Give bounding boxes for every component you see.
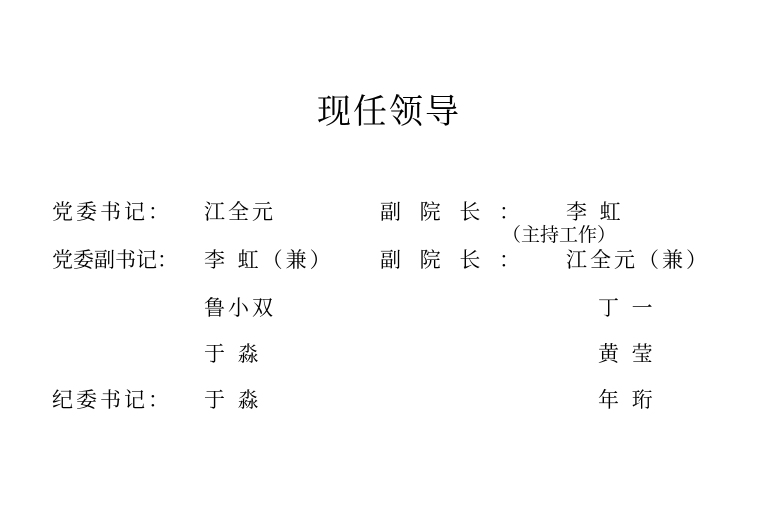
list-item (380, 292, 778, 338)
person-name: 鲁小双 (204, 296, 276, 320)
person-name: 黄 莹 (598, 342, 656, 366)
person-name: 丁 一 (598, 296, 656, 320)
role-label: 副 院 长 ： (380, 200, 527, 224)
list-item (380, 338, 778, 384)
list-item (52, 384, 372, 430)
person-name: 李 虹 (566, 200, 624, 224)
person-name: 江全元（兼） (566, 248, 710, 272)
list-item (52, 338, 372, 384)
list-item (52, 244, 372, 292)
person-name: 李 虹（兼） (204, 248, 334, 272)
list-item (380, 196, 778, 244)
role-note: （主持工作） (502, 224, 617, 246)
right-column (380, 196, 778, 430)
list-item (380, 244, 778, 292)
left-column (52, 196, 372, 430)
role-label: 副 院 长 ： (380, 248, 527, 272)
person-name: 于 淼 (204, 388, 262, 412)
role-label: 党委书记： (52, 200, 172, 224)
person-name: 年 珩 (598, 388, 656, 412)
leadership-content (0, 196, 778, 496)
person-name: 于 淼 (204, 342, 262, 366)
role-label: 党委副书记： (52, 248, 178, 272)
list-item (52, 292, 372, 338)
role-label: 纪委书记： (52, 388, 172, 412)
person-name: 江全元 (204, 200, 276, 224)
page-title: 现任领导 (317, 92, 461, 132)
list-item (380, 384, 778, 430)
list-item (52, 196, 372, 244)
